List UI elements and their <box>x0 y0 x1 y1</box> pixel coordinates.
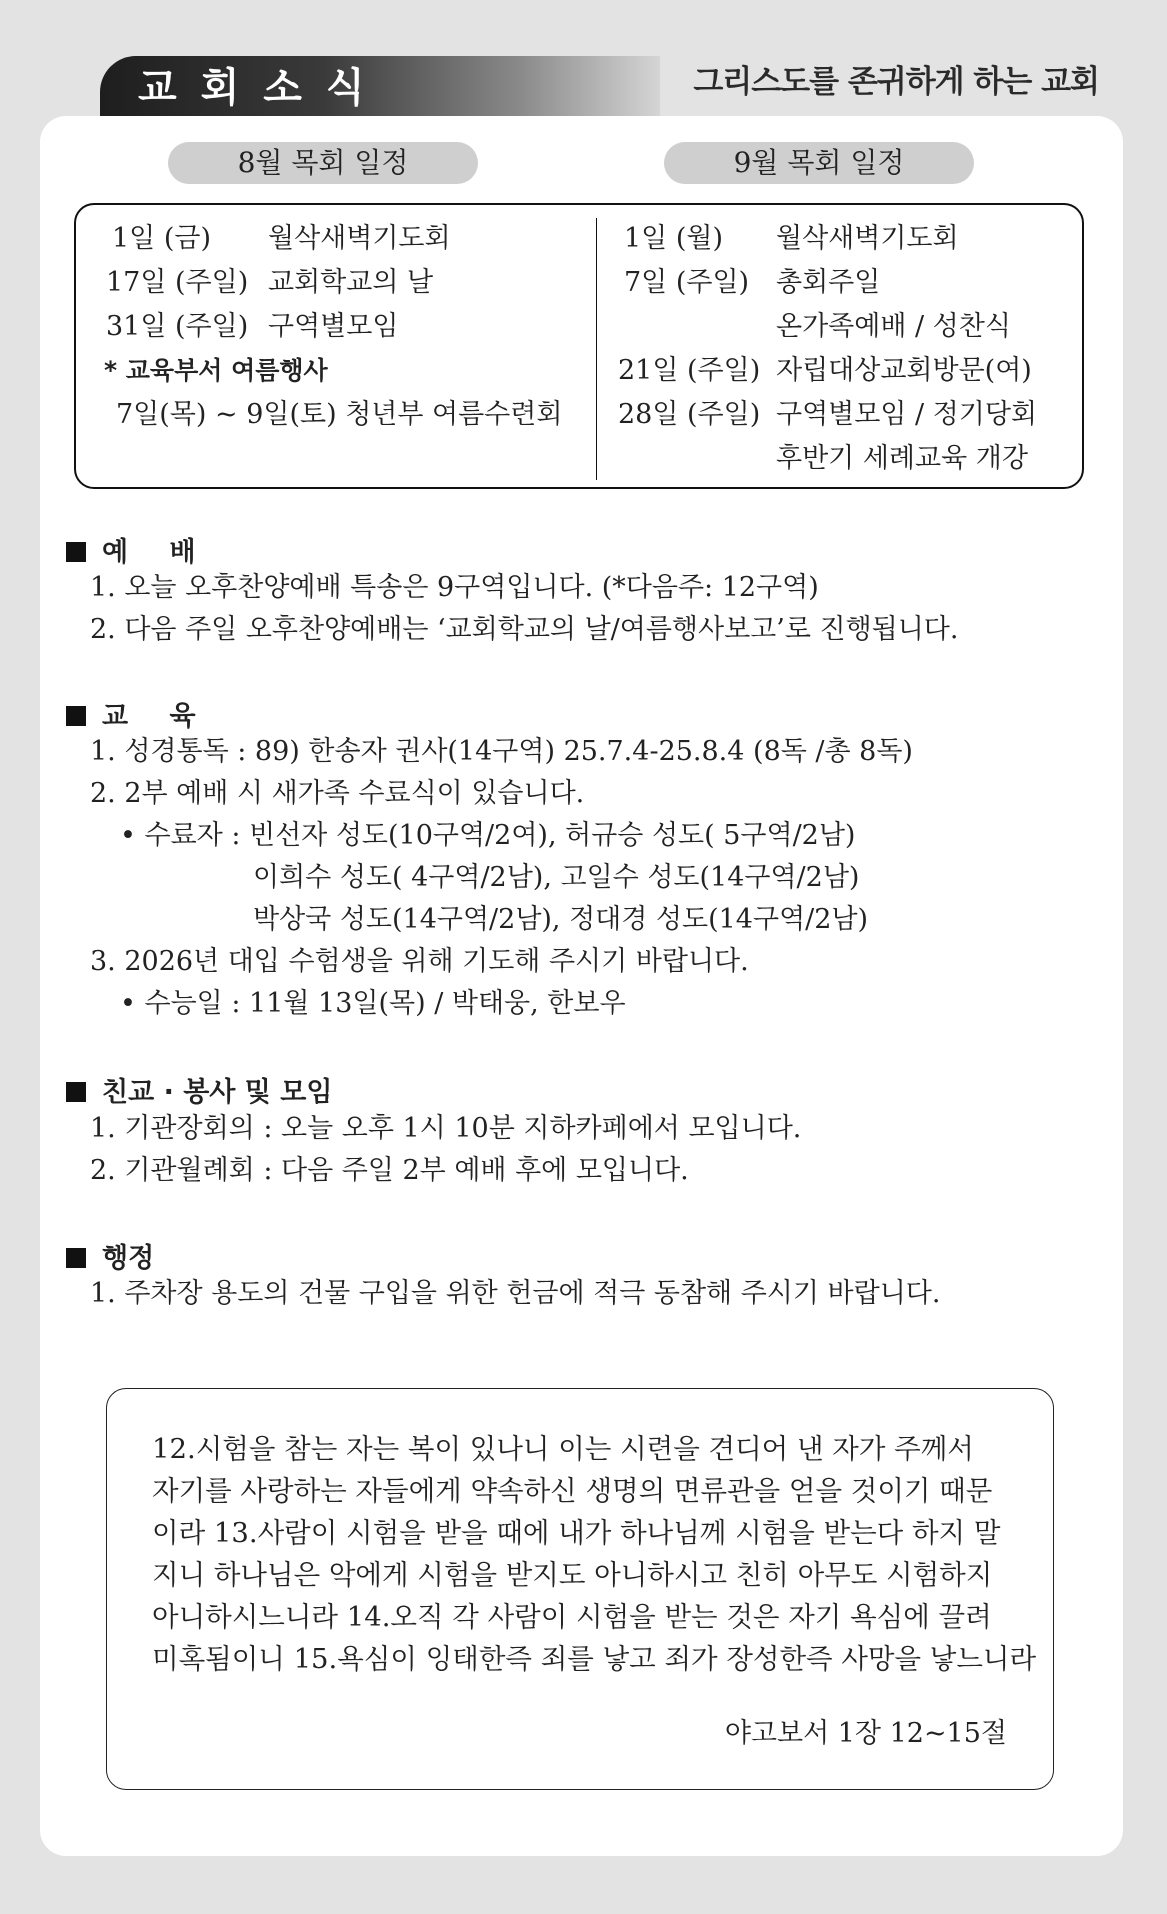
section-heading-worship: 예 배 <box>66 530 212 569</box>
fellowship-item: 1. 기관장회의 : 오늘 오후 1시 10분 지하카페에서 모입니다. <box>90 1113 802 1144</box>
september-event: 후반기 세례교육 개강 <box>776 443 1028 474</box>
exam-date-line: • 수능일 : 11월 13일(목) / 박태웅, 한보우 <box>120 988 626 1019</box>
square-bullet-icon <box>66 1248 86 1268</box>
september-date: 1일 (월) <box>624 223 723 254</box>
education-item: 2. 2부 예배 시 새가족 수료식이 있습니다. <box>90 778 585 809</box>
admin-item: 1. 주차장 용도의 건물 구입을 위한 헌금에 적극 동참해 주시기 바랍니다. <box>90 1278 941 1309</box>
education-item: 3. 2026년 대입 수험생을 위해 기도해 주시기 바랍니다. <box>90 946 749 977</box>
schedule-divider <box>596 218 597 480</box>
august-event: 월삭새벽기도회 <box>268 223 451 254</box>
september-event: 온가족예배 / 성찬식 <box>776 311 1011 342</box>
august-event: 구역별모임 <box>268 311 399 342</box>
september-event: 구역별모임 / 정기당회 <box>776 399 1037 430</box>
verse-line: 미혹됨이니 15.욕심이 잉태한즉 죄를 낳고 죄가 장성한즉 사망을 낳느니라 <box>152 1643 1037 1675</box>
worship-item: 1. 오늘 오후찬양예배 특송은 9구역입니다. (*다음주: 12구역) <box>90 572 819 603</box>
verse-line: 지니 하나님은 악에게 시험을 받지도 아니하시고 친히 아무도 시험하지 <box>152 1559 993 1591</box>
august-event: 교회학교의 날 <box>268 267 434 298</box>
august-date: 31일 (주일) <box>106 311 249 342</box>
august-special-line: 7일(목) ~ 9일(토) 청년부 여름수련회 <box>116 399 563 430</box>
section-heading-fellowship: 친교 · 봉사 및 모임 <box>66 1070 332 1109</box>
church-slogan: 그리스도를 존귀하게 하는 교회 <box>693 64 1099 100</box>
page-title: 교회소식 <box>138 65 389 111</box>
august-schedule-title: 8월 목회 일정 <box>168 142 478 184</box>
graduates-line: 박상국 성도(14구역/2남), 정대경 성도(14구역/2남) <box>253 904 869 935</box>
verse-line: 이라 13.사람이 시험을 받을 때에 내가 하나님께 시험을 받는다 하지 말 <box>152 1517 1001 1549</box>
section-heading-education: 교 육 <box>66 694 212 733</box>
august-date: 1일 (금) <box>112 223 211 254</box>
verse-line: 자기를 사랑하는 자들에게 약속하신 생명의 면류관을 얻을 것이기 때문 <box>152 1475 993 1507</box>
verse-line: 아니하시느니라 14.오직 각 사람이 시험을 받는 것은 자기 욕심에 끌려 <box>152 1601 992 1633</box>
august-special-title: * 교육부서 여름행사 <box>104 356 328 385</box>
section-heading-admin: 행정 <box>66 1236 154 1275</box>
verse-reference: 야고보서 1장 12~15절 <box>724 1718 1007 1749</box>
september-event: 월삭새벽기도회 <box>776 223 959 254</box>
september-date: 7일 (주일) <box>624 267 750 298</box>
september-date: 28일 (주일) <box>618 399 761 430</box>
square-bullet-icon <box>66 1082 86 1102</box>
august-date: 17일 (주일) <box>106 267 249 298</box>
square-bullet-icon <box>66 542 86 562</box>
graduates-line: • 수료자 : 빈선자 성도(10구역/2여), 허규승 성도( 5구역/2남) <box>120 820 856 851</box>
graduates-line: 이희수 성도( 4구역/2남), 고일수 성도(14구역/2남) <box>253 862 860 893</box>
september-date: 21일 (주일) <box>618 355 761 386</box>
verse-line: 12.시험을 참는 자는 복이 있나니 이는 시련을 견디어 낸 자가 주께서 <box>152 1433 974 1465</box>
september-schedule-title: 9월 목회 일정 <box>664 142 974 184</box>
fellowship-item: 2. 기관월례회 : 다음 주일 2부 예배 후에 모입니다. <box>90 1155 689 1186</box>
square-bullet-icon <box>66 706 86 726</box>
education-item: 1. 성경통독 : 89) 한송자 권사(14구역) 25.7.4-25.8.4 (8독 /총 8독) <box>90 736 913 767</box>
september-event: 자립대상교회방문(여) <box>776 355 1032 386</box>
worship-item: 2. 다음 주일 오후찬양예배는 ‘교회학교의 날/여름행사보고’로 진행됩니다. <box>90 614 959 645</box>
september-event: 총회주일 <box>776 267 881 298</box>
